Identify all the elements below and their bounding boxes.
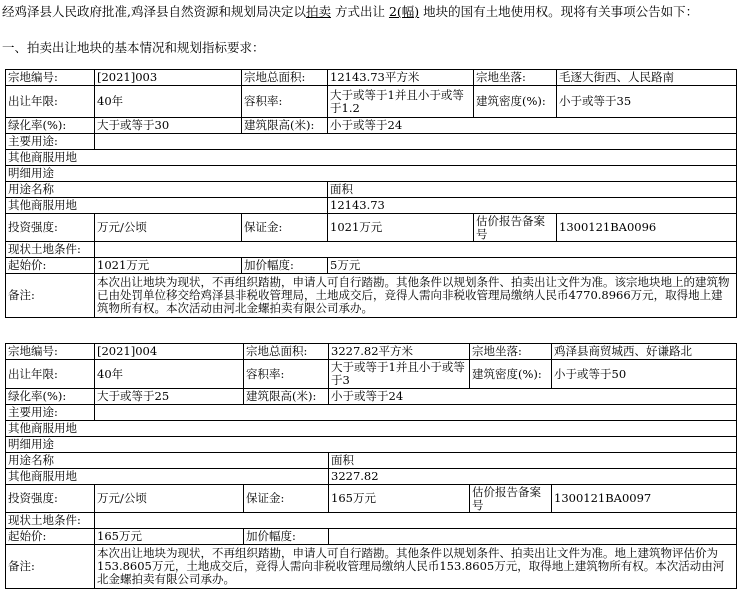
increment — [329, 529, 737, 545]
use-name: 其他商服用地 — [6, 198, 328, 214]
label-density: 建筑密度(%): — [474, 86, 557, 118]
intro-text-1: 经鸡泽县人民政府批准,鸡泽县自然资源和规划局决定以 — [2, 4, 306, 19]
other-use-header: 其他商服用地 — [6, 421, 737, 437]
far: 大于或等于1并且小于或等于3 — [329, 360, 470, 389]
label-height: 建筑限高(米): — [242, 118, 328, 134]
label-deposit: 保证金: — [242, 214, 328, 242]
deposit: 1021万元 — [328, 214, 474, 242]
label-main-use: 主要用途: — [6, 405, 95, 421]
green: 大于或等于25 — [95, 389, 244, 405]
remark: 本次出让地块为现状，不再组织踏勘，申请人可自行踏勘。其他条件以规划条件、拍卖出让文件为准。地上建筑物评估价为153.8605万元，土地成交后，竞得人需向非税收管理局缴纳人民币153.8605万元，取得地上建筑物所有权。本次活动由河北金螺拍卖有限公司承办。 — [95, 545, 737, 589]
other-use-header: 其他商服用地 — [6, 150, 737, 166]
label-appraisal: 估价报告备案号 — [470, 485, 552, 513]
label-term: 出让年限: — [6, 360, 95, 389]
density: 小于或等于50 — [552, 360, 737, 389]
label-start-price: 起始价: — [6, 529, 95, 545]
label-invest: 投资强度: — [6, 214, 95, 242]
detail-use-header: 明细用途 — [6, 437, 737, 453]
start-price: 165万元 — [95, 529, 244, 545]
detail-use-header: 明细用途 — [6, 166, 737, 182]
label-increment: 加价幅度: — [244, 529, 329, 545]
intro-text-2: 方式出让 — [331, 4, 385, 19]
parcel-table-1 — [5, 69, 737, 318]
label-start-price: 起始价: — [6, 258, 95, 274]
intro-text-3: 地块的国有土地使用权。现将有关事项公告如下： — [419, 4, 699, 19]
label-total-area: 宗地总面积: — [244, 344, 329, 360]
label-green: 绿化率(%): — [6, 389, 95, 405]
label-parcel-no: 宗地编号: — [6, 344, 95, 360]
location: 鸡泽县商贸城西、好谦路北 — [552, 344, 737, 360]
transfer-method: 拍卖 — [305, 4, 331, 19]
height: 小于或等于24 — [328, 118, 737, 134]
increment: 5万元 — [328, 258, 737, 274]
status — [95, 513, 737, 529]
label-appraisal: 估价报告备案号 — [474, 214, 557, 242]
label-far: 容积率: — [244, 360, 329, 389]
label-remark: 备注: — [6, 545, 95, 589]
height: 小于或等于24 — [329, 389, 737, 405]
label-main-use: 主要用途: — [6, 134, 95, 150]
use-area: 3227.82 — [329, 469, 737, 485]
status — [95, 242, 737, 258]
label-term: 出让年限: — [6, 86, 95, 118]
label-total-area: 宗地总面积: — [242, 70, 328, 86]
invest: 万元/公顷 — [95, 214, 242, 242]
label-increment: 加价幅度: — [242, 258, 328, 274]
deposit: 165万元 — [329, 485, 470, 513]
parcel-table-2 — [5, 343, 737, 589]
location: 毛逐大街西、人民路南 — [557, 70, 737, 86]
label-green: 绿化率(%): — [6, 118, 95, 134]
invest: 万元/公顷 — [95, 485, 244, 513]
label-parcel-no: 宗地编号: — [6, 70, 95, 86]
label-use-name: 用途名称 — [6, 182, 328, 198]
far: 大于或等于1并且小于或等于1.2 — [328, 86, 474, 118]
label-remark: 备注: — [6, 274, 95, 318]
main-use — [95, 134, 737, 150]
appraisal-no: 1300121BA0096 — [557, 214, 737, 242]
use-area: 12143.73 — [328, 198, 737, 214]
label-area: 面积 — [329, 453, 737, 469]
label-location: 宗地坐落: — [470, 344, 552, 360]
intro-paragraph — [2, 2, 698, 20]
total-area: 12143.73平方米 — [328, 70, 474, 86]
remark: 本次出让地块为现状，不再组织踏勘，申请人可自行踏勘。其他条件以规划条件、拍卖出让文件为准。该宗地块地上的建筑物已由处罚单位移交给鸡泽县非税收管理局，土地成交后，竞得人需向非税收管理局缴纳人民币4770.8966万元，取得地上建筑物所有权。本次活动由河北金螺拍卖有限公司承办。 — [95, 274, 737, 318]
main-use — [95, 405, 737, 421]
label-use-name: 用途名称 — [6, 453, 329, 469]
green: 大于或等于30 — [95, 118, 242, 134]
label-far: 容积率: — [242, 86, 328, 118]
label-location: 宗地坐落: — [474, 70, 557, 86]
label-height: 建筑限高(米): — [244, 389, 329, 405]
parcel-no: [2021]003 — [95, 70, 242, 86]
appraisal-no: 1300121BA0097 — [552, 485, 737, 513]
label-deposit: 保证金: — [244, 485, 329, 513]
label-area: 面积 — [328, 182, 737, 198]
section-heading: 一、拍卖出让地块的基本情况和规划指标要求： — [2, 40, 265, 55]
term: 40年 — [95, 360, 244, 389]
label-status: 现状土地条件: — [6, 513, 95, 529]
parcel-no: [2021]004 — [95, 344, 244, 360]
label-density: 建筑密度(%): — [470, 360, 552, 389]
use-name: 其他商服用地 — [6, 469, 329, 485]
label-status: 现状土地条件: — [6, 242, 95, 258]
term: 40年 — [95, 86, 242, 118]
start-price: 1021万元 — [95, 258, 242, 274]
label-invest: 投资强度: — [6, 485, 95, 513]
parcel-count: 2(幅) — [388, 4, 420, 19]
total-area: 3227.82平方米 — [329, 344, 470, 360]
density: 小于或等于35 — [557, 86, 737, 118]
